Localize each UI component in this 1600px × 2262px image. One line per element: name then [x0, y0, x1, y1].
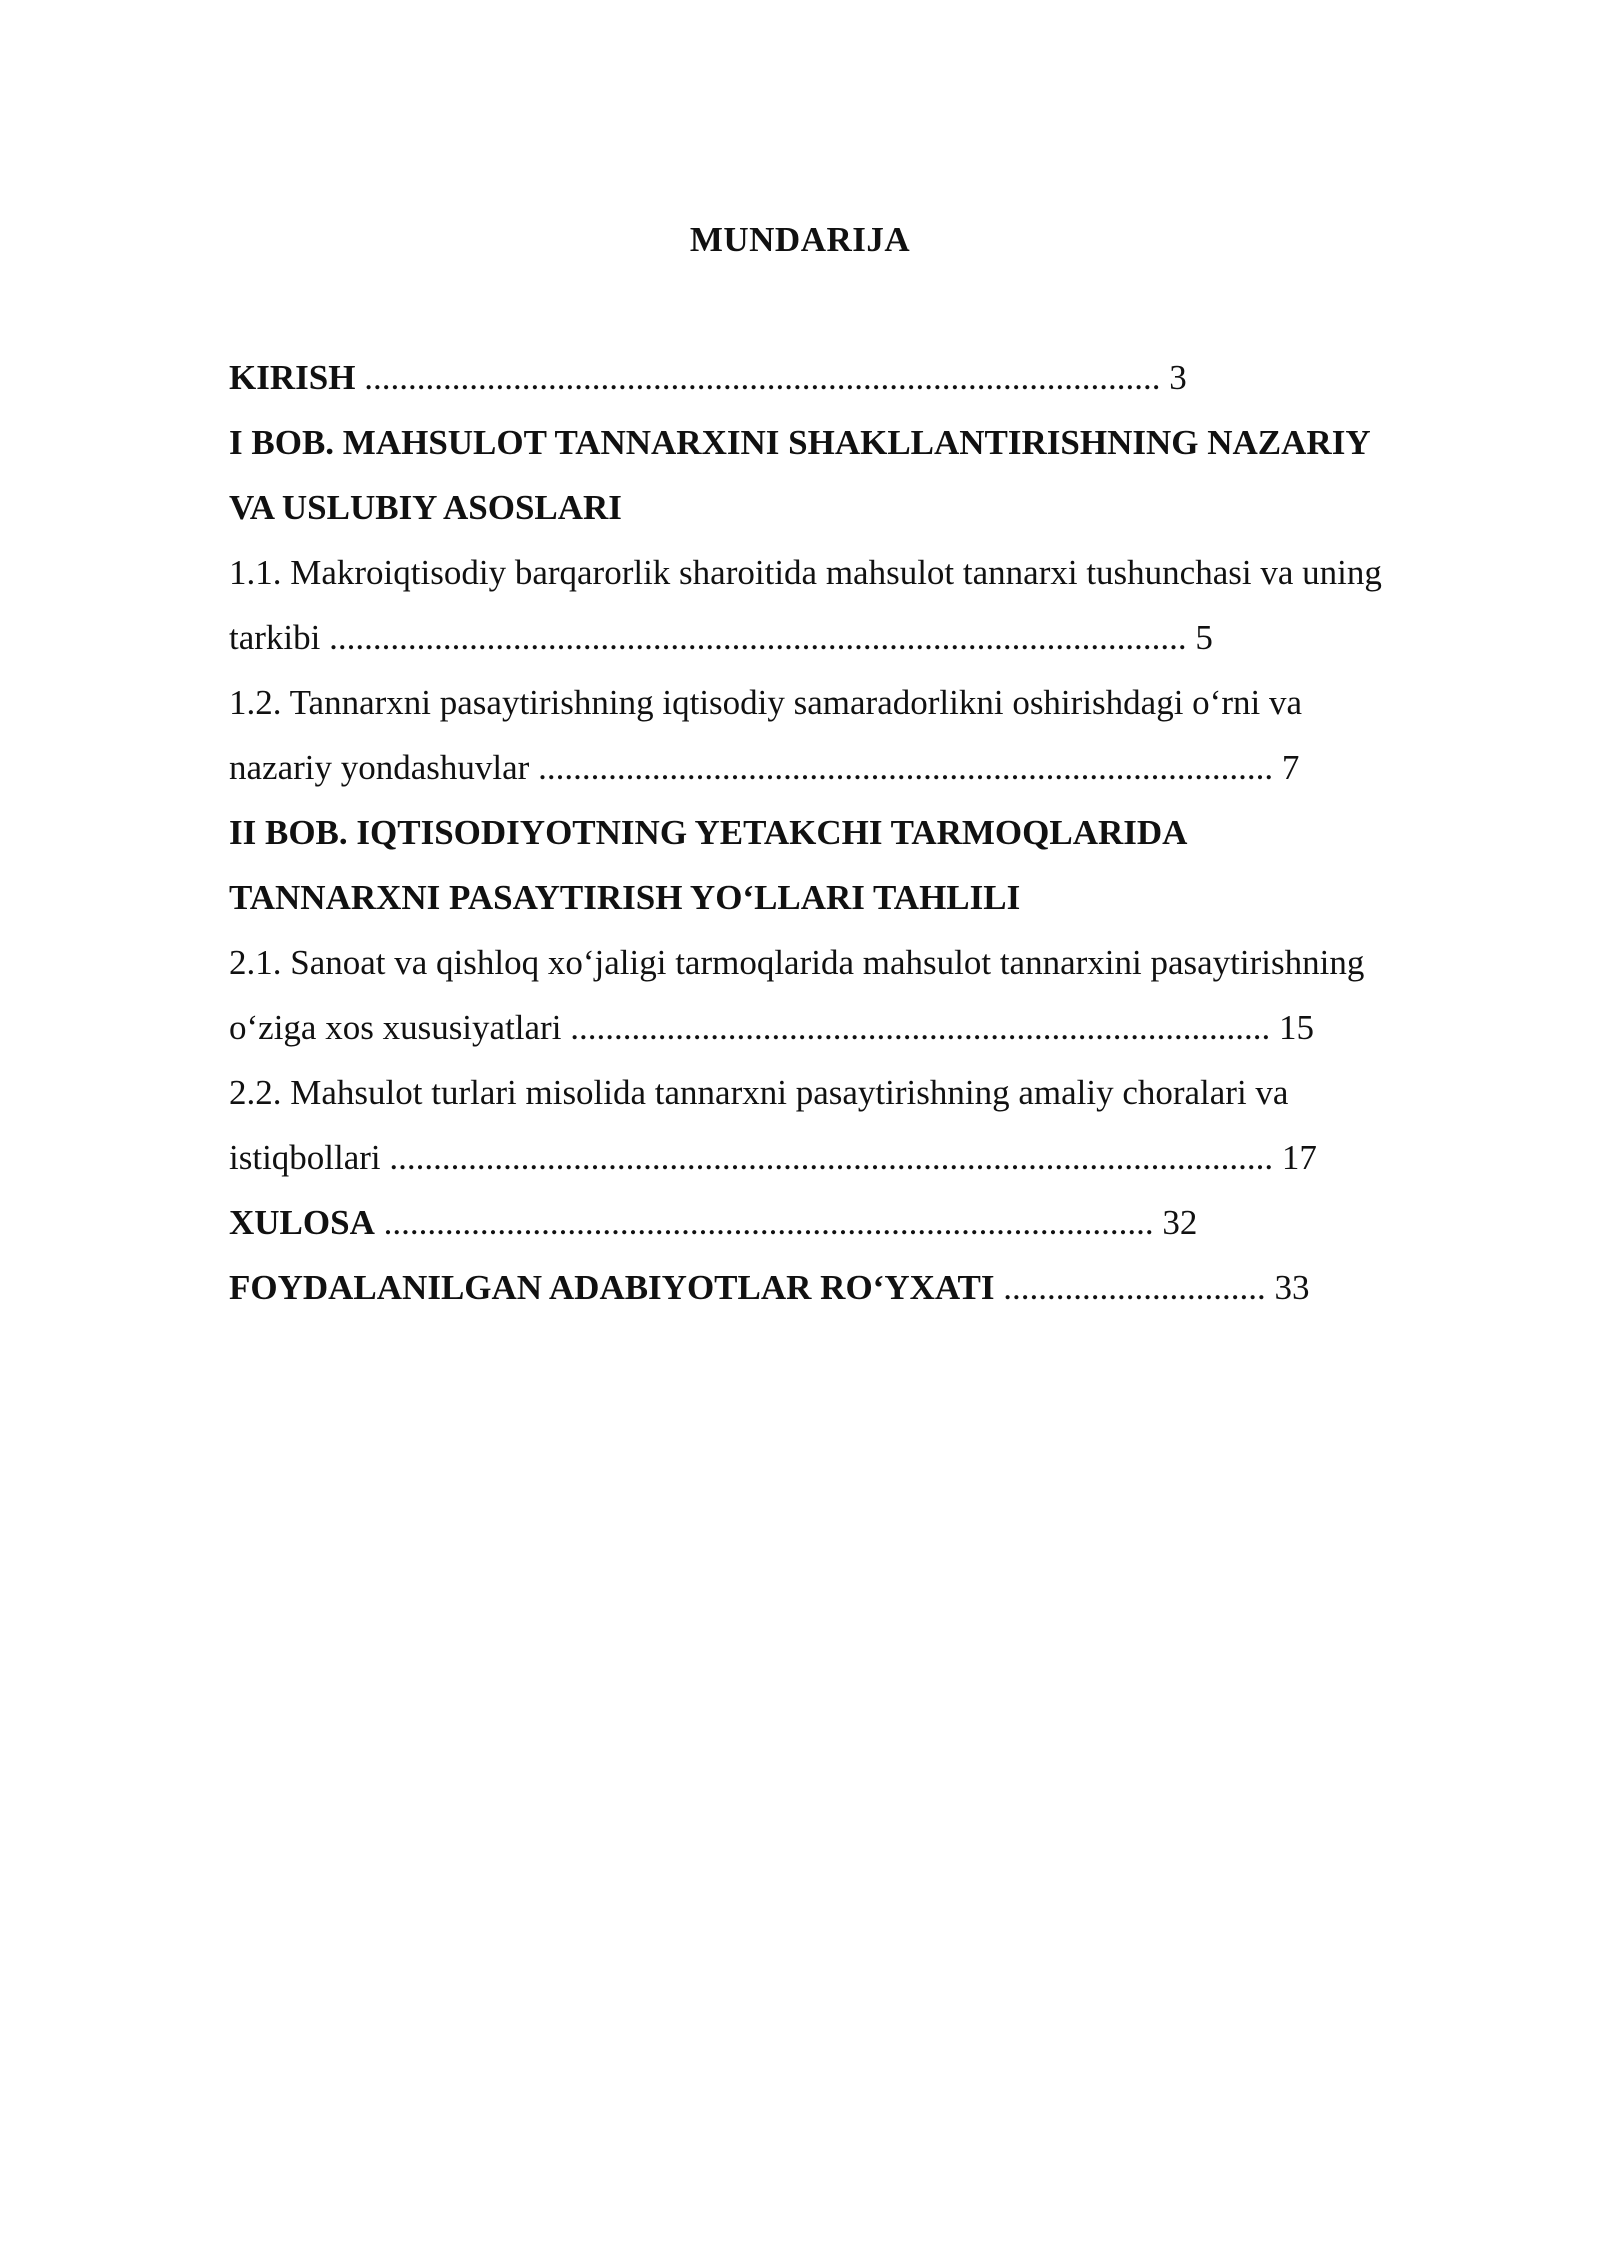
- toc-entry-section-1-1-cont: [229, 605, 1479, 670]
- toc-entry-kirish: [229, 345, 1479, 410]
- toc-entry-section-2-1-cont: [229, 995, 1479, 1060]
- toc-entry-section-2-2-cont: [229, 1125, 1479, 1190]
- toc-entry-chapter-2: [229, 800, 1479, 865]
- toc-page-number: 7: [1281, 748, 1300, 787]
- toc-page-number: 32: [1162, 1203, 1198, 1242]
- toc-leader-dots: .....................................................................................................: [380, 1138, 1282, 1177]
- toc-leader-dots: ....................................................................................: [529, 748, 1282, 787]
- toc-entry-heading: TANNARXNI PASAYTIRISH YO‘LLARI TAHLILI: [229, 878, 1021, 917]
- toc-entry-heading: FOYDALANILGAN ADABIYOTLAR RO‘YXATI: [229, 1268, 995, 1307]
- toc-entry-section-2-1: [229, 930, 1479, 995]
- toc-leader-dots: ..............................: [994, 1268, 1275, 1307]
- toc-entry-text: 2.1. Sanoat va qishloq xo‘jaligi tarmoqlarida mahsulot tannarxini pasaytirishning: [229, 943, 1365, 982]
- toc-entry-xulosa: [229, 1190, 1479, 1255]
- toc-entry-heading: VA USLUBIY ASOSLARI: [229, 488, 622, 527]
- toc-page-number: 3: [1169, 358, 1187, 397]
- toc-entry-text: istiqbollari: [229, 1138, 381, 1177]
- toc-leader-dots: ................................................................................: [561, 1008, 1279, 1047]
- toc-leader-dots: ..................................................................................................: [320, 618, 1196, 657]
- toc-page-number: 17: [1281, 1138, 1317, 1177]
- toc-page-number: 15: [1278, 1008, 1314, 1047]
- toc-entry-chapter-2-cont: [229, 865, 1479, 930]
- toc-entry-heading: XULOSA: [229, 1203, 375, 1242]
- toc-entry-heading: I BOB. MAHSULOT TANNARXINI SHAKLLANTIRISHNING NAZARIY: [229, 423, 1371, 462]
- toc-entry-text: 1.2. Tannarxni pasaytirishning iqtisodiy samaradorlikni oshirishdagi o‘rni va: [229, 683, 1302, 722]
- toc-entry-chapter-1-cont: [229, 475, 1479, 540]
- toc-entry-text: 1.1. Makroiqtisodiy barqarorlik sharoitida mahsulot tannarxi tushunchasi va uning: [229, 553, 1382, 592]
- toc-page-number: 33: [1274, 1268, 1310, 1307]
- toc-entry-heading: KIRISH: [229, 358, 356, 397]
- page-title: MUNDARIJA: [689, 220, 911, 259]
- toc-entry-section-1-2-cont: [229, 735, 1479, 800]
- toc-entry-section-1-1: [229, 540, 1479, 605]
- toc-entry-section-1-2: [229, 670, 1479, 735]
- toc-page-number: 5: [1195, 618, 1213, 657]
- toc-leader-dots: ...........................................................................................: [355, 358, 1170, 397]
- toc-entry-references: [229, 1255, 1479, 1320]
- toc-leader-dots: ........................................................................................: [374, 1203, 1163, 1242]
- table-of-contents: [229, 345, 1479, 1320]
- toc-entry-text: nazariy yondashuvlar: [229, 748, 530, 787]
- toc-entry-heading: II BOB. IQTISODIYOTNING YETAKCHI TARMOQLARIDA: [229, 813, 1188, 852]
- toc-entry-text: o‘ziga xos xususiyatlari: [229, 1008, 562, 1047]
- toc-entry-text: tarkibi: [229, 618, 321, 657]
- toc-entry-text: 2.2. Mahsulot turlari misolida tannarxni pasaytirishning amaliy choralari va: [229, 1073, 1289, 1112]
- toc-entry-chapter-1: [229, 410, 1479, 475]
- toc-entry-section-2-2: [229, 1060, 1479, 1125]
